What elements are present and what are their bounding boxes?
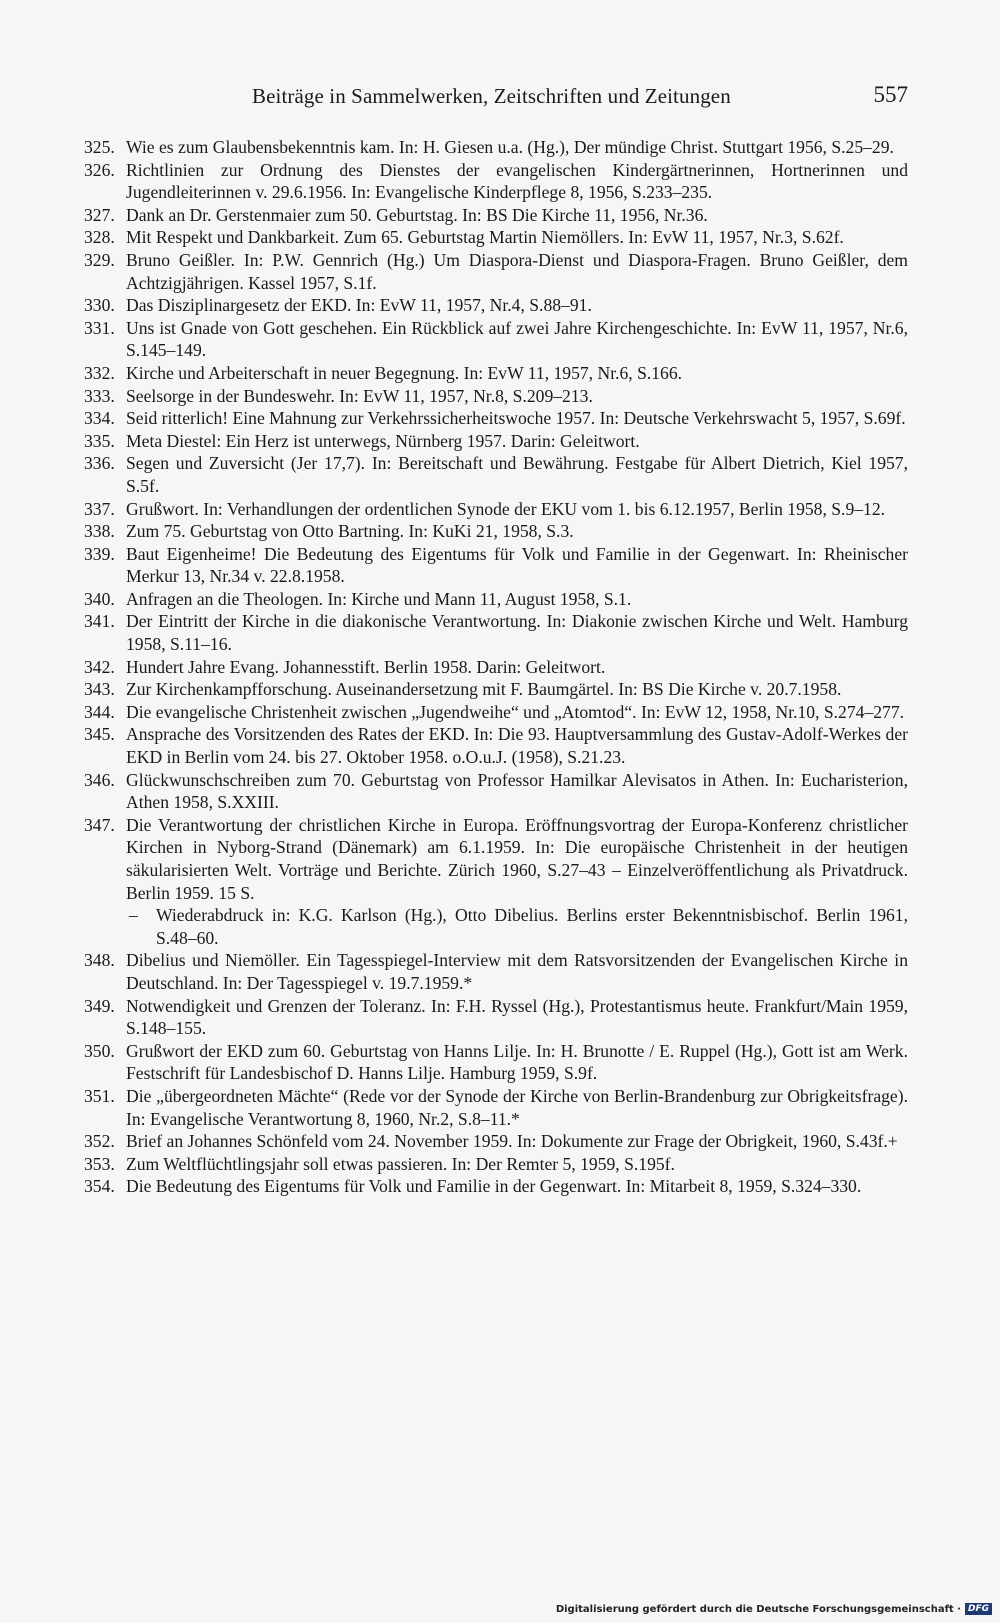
- bibliography-entry: [84, 1130, 908, 1153]
- bibliography-entry: [84, 769, 908, 814]
- entry-text: Meta Diestel: Ein Herz ist unterwegs, Nürnberg 1957. Darin: Geleitwort.: [126, 430, 640, 451]
- entry-number: 334.: [84, 408, 115, 429]
- entry-text: Mit Respekt und Dankbarkeit. Zum 65. Geburtstag Martin Niemöllers. In: EvW 11, 1957, Nr.3, S.62f.: [126, 227, 844, 248]
- page-number: 557: [873, 82, 908, 107]
- bibliography-entry: [84, 678, 908, 701]
- bibliography-entry: [84, 520, 908, 543]
- entry-text: Die Bedeutung des Eigentums für Volk und Familie in der Gegenwart. In: Mitarbeit 8, 1959, S.324–330.: [126, 1176, 862, 1197]
- entry-reprint-note: [126, 904, 908, 949]
- bibliography-entry: [84, 1175, 908, 1198]
- entry-number: 335.: [84, 430, 115, 451]
- entry-number: 345.: [84, 724, 115, 745]
- entry-text: Die evangelische Christenheit zwischen „Jugendweihe“ und „Atomtod“. In: EvW 12, 1958, Nr.10, S.274–277.: [126, 701, 905, 722]
- entry-number: 330.: [84, 295, 115, 316]
- entry-text: Anfragen an die Theologen. In: Kirche und Mann 11, August 1958, S.1.: [126, 588, 632, 609]
- reprint-text: Wiederabdruck in: K.G. Karlson (Hg.), Otto Dibelius. Berlins erster Bekenntnisbischof. Berlin 1961, S.48–60.: [156, 905, 908, 948]
- entry-text: Zum 75. Geburtstag von Otto Bartning. In: KuKi 21, 1958, S.3.: [126, 521, 574, 542]
- entry-text: Glückwunschschreiben zum 70. Geburtstag von Professor Hamilkar Alevisatos in Athen. In: Eucharisterion, Athen 1958, S.XXIII.: [126, 769, 908, 813]
- bibliography-entry: [84, 430, 908, 453]
- digitization-credit: [556, 1603, 992, 1615]
- entry-text: Seid ritterlich! Eine Mahnung zur Verkehrssicherheitswoche 1957. In: Deutsche Verkehrswacht 5, 1957, S.69f.: [126, 408, 906, 429]
- entry-number: 325.: [84, 137, 115, 157]
- bibliography-entry: [84, 588, 908, 611]
- entry-number: 326.: [84, 159, 115, 180]
- bibliography-entry: [84, 949, 908, 994]
- entry-number: 329.: [84, 249, 115, 270]
- bibliography-entry: [84, 249, 908, 294]
- entry-text: Baut Eigenheime! Die Bedeutung des Eigentums für Volk und Familie in der Gegenwart. In: Rheinischer Merkur 13, Nr.34 v. 22.8.1958.: [126, 543, 908, 587]
- entry-number: 338.: [84, 521, 115, 542]
- entry-text: Zur Kirchenkampfforschung. Auseinandersetzung mit F. Baumgärtel. In: BS Die Kirche v. 20.7.1958.: [126, 679, 842, 700]
- entry-number: 354.: [84, 1176, 115, 1197]
- bibliography-entry: [84, 136, 908, 159]
- bibliography-entry: [84, 385, 908, 408]
- entry-number: 352.: [84, 1131, 115, 1152]
- dfg-logo-icon: DFG: [965, 1603, 992, 1615]
- bibliography-entry: [84, 317, 908, 362]
- entry-text: Notwendigkeit und Grenzen der Toleranz. In: F.H. Ryssel (Hg.), Protestantismus heute. Frankfurt/Main 1959, S.148–155.: [126, 995, 908, 1039]
- entry-text: Kirche und Arbeiterschaft in neuer Begegnung. In: EvW 11, 1957, Nr.6, S.166.: [126, 362, 683, 383]
- entry-number: 337.: [84, 498, 115, 519]
- bibliography-entry: [84, 1040, 908, 1085]
- entry-number: 343.: [84, 679, 115, 700]
- entry-number: 342.: [84, 656, 115, 677]
- bibliography-entry: [84, 610, 908, 655]
- entry-text: Die „übergeordneten Mächte“ (Rede vor der Synode der Kirche von Berlin-Brandenburg zur Obrigkeitsfrage). In: Evangelische Verantwortung 8, 1960, Nr.2, S.8–11.*: [126, 1085, 908, 1129]
- entry-number: 353.: [84, 1153, 115, 1174]
- bibliography-entry: [84, 814, 908, 950]
- bibliography-entry: [84, 701, 908, 724]
- running-title: Beiträge in Sammelwerken, Zeitschriften und Zeitungen: [252, 84, 731, 108]
- entry-number: 339.: [84, 543, 115, 564]
- entry-text: Seelsorge in der Bundeswehr. In: EvW 11, 1957, Nr.8, S.209–213.: [126, 385, 593, 406]
- entry-number: 333.: [84, 385, 115, 406]
- entry-number: 344.: [84, 701, 115, 722]
- entry-number: 347.: [84, 814, 115, 835]
- dash-marker: –: [129, 905, 138, 926]
- entry-number: 351.: [84, 1085, 115, 1106]
- bibliography-list: [84, 136, 908, 1198]
- entry-text: Das Disziplinargesetz der EKD. In: EvW 11, 1957, Nr.4, S.88–91.: [126, 295, 592, 316]
- entry-number: 328.: [84, 227, 115, 248]
- entry-text: Brief an Johannes Schönfeld vom 24. November 1959. In: Dokumente zur Frage der Obrigkeit, 1960, S.43f.+: [126, 1131, 898, 1152]
- entry-number: 348.: [84, 950, 115, 971]
- credit-text: Digitalisierung gefördert durch die Deutsche Forschungsgemeinschaft ·: [555, 1603, 961, 1615]
- entry-text: Die Verantwortung der christlichen Kirche in Europa. Eröffnungsvortrag der Europa-Konferenz christlicher Kirchen in Nyborg-Strand (Dänemark) am 6.1.1959. In: Die europäische Christenheit in der heutigen säkularisierten Welt. Vorträge und Berichte. Zürich 1960, S.27–43 – Einzelveröffentlichung als Privatdruck. Berlin 1959. 15 S.: [126, 814, 908, 903]
- entry-text: Bruno Geißler. In: P.W. Gennrich (Hg.) Um Diaspora-Dienst und Diaspora-Fragen. Bruno Geißler, dem Achtzigjährigen. Kassel 1957, S.1f.: [126, 249, 908, 293]
- entry-number: 340.: [84, 588, 115, 609]
- entry-text: Ansprache des Vorsitzenden des Rates der EKD. In: Die 93. Hauptversammlung des Gustav-Adolf-Werkes der EKD in Berlin vom 24. bis 27. Oktober 1958. o.O.u.J. (1958), S.21.23.: [126, 724, 908, 768]
- bibliography-entry: [84, 723, 908, 768]
- bibliography-entry: [84, 159, 908, 204]
- bibliography-entry: [84, 204, 908, 227]
- entry-number: 331.: [84, 317, 115, 338]
- entry-text: Der Eintritt der Kirche in die diakonische Verantwortung. In: Diakonie zwischen Kirche und Welt. Hamburg 1958, S.11–16.: [126, 611, 908, 655]
- entry-text: Hundert Jahre Evang. Johannesstift. Berlin 1958. Darin: Geleitwort.: [126, 656, 606, 677]
- bibliography-entry: [84, 407, 908, 430]
- bibliography-entry: [84, 1153, 908, 1176]
- entry-text: Wie es zum Glaubensbekenntnis kam. In: H. Giesen u.a. (Hg.), Der mündige Christ. Stuttgart 1956, S.25–29.: [126, 137, 894, 157]
- bibliography-entry: [84, 656, 908, 679]
- entry-text: Segen und Zuversicht (Jer 17,7). In: Bereitschaft und Bewährung. Festgabe für Albert Dietrich, Kiel 1957, S.5f.: [126, 453, 908, 496]
- bibliography-entry: [84, 226, 908, 249]
- entry-text: Richtlinien zur Ordnung des Dienstes der evangelischen Kindergärtnerinnen, Hortnerinnen und Jugendleiterinnen v. 29.6.1956. In: Evangelische Kinderpflege 8, 1956, S.233–235.: [126, 159, 908, 203]
- bibliography-entry: [84, 543, 908, 588]
- entry-text: Zum Weltflüchtlingsjahr soll etwas passieren. In: Der Remter 5, 1959, S.195f.: [126, 1153, 675, 1174]
- bibliography-entry: [84, 452, 908, 497]
- bibliography-entry: [84, 995, 908, 1040]
- entry-number: 332.: [84, 362, 115, 383]
- bibliography-entry: [84, 498, 908, 521]
- entry-number: 350.: [84, 1040, 115, 1061]
- entry-text: Grußwort der EKD zum 60. Geburtstag von Hanns Lilje. In: H. Brunotte / E. Ruppel (Hg.), Gott ist am Werk. Festschrift für Landesbischof D. Hanns Lilje. Hamburg 1959, S.9f.: [126, 1040, 908, 1084]
- entry-number: 341.: [84, 611, 115, 632]
- entry-text: Grußwort. In: Verhandlungen der ordentlichen Synode der EKU vom 1. bis 6.12.1957, Berlin 1958, S.9–12.: [126, 498, 886, 519]
- entry-text: Dibelius und Niemöller. Ein Tagesspiegel-Interview mit dem Ratsvorsitzenden der Evangelischen Kirche in Deutschland. In: Der Tagesspiegel v. 19.7.1959.*: [126, 950, 908, 993]
- entry-number: 336.: [84, 453, 115, 474]
- entry-text: Dank an Dr. Gerstenmaier zum 50. Geburtstag. In: BS Die Kirche 11, 1956, Nr.36.: [126, 204, 708, 225]
- entry-number: 327.: [84, 204, 115, 225]
- entry-number: 349.: [84, 995, 115, 1016]
- bibliography-entry: [84, 294, 908, 317]
- entry-text: Uns ist Gnade von Gott geschehen. Ein Rückblick auf zwei Jahre Kirchengeschichte. In: EvW 11, 1957, Nr.6, S.145–149.: [126, 317, 908, 361]
- bibliography-entry: [84, 1085, 908, 1130]
- entry-number: 346.: [84, 769, 115, 790]
- bibliography-entry: [84, 362, 908, 385]
